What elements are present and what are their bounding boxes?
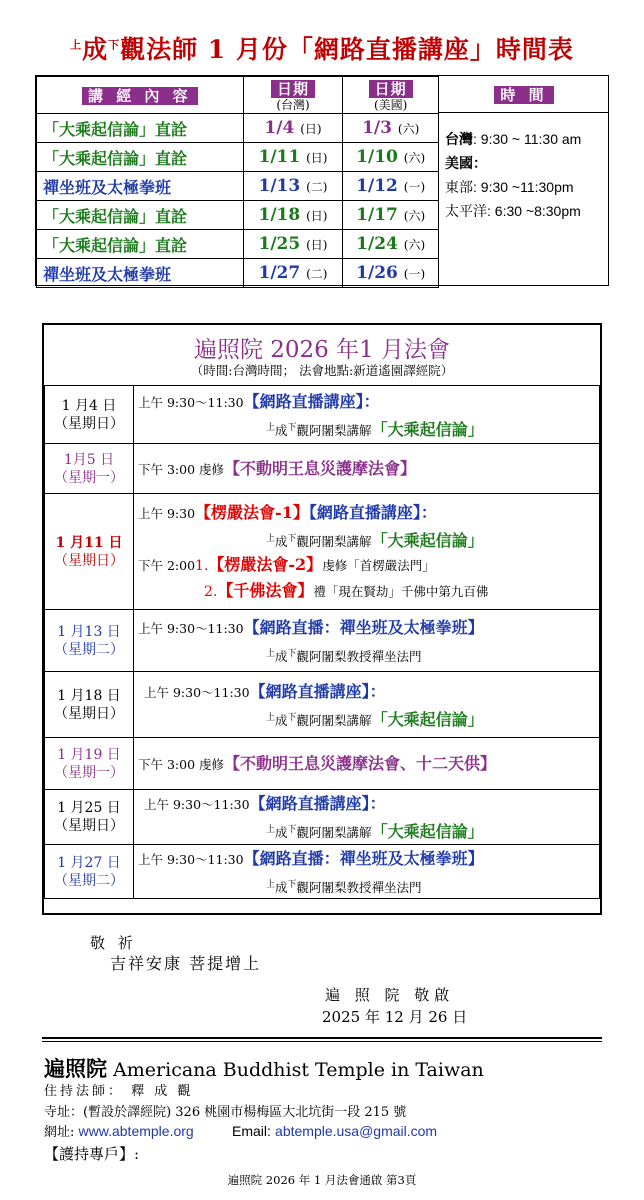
time-details: 台灣: 9:30 ~ 11:30 am 美國： 東部: 9:30 ~11:30pm 太平洋: 6:30 ~8:30pm: [445, 131, 582, 220]
event-row: [45, 386, 600, 444]
page-title: [0, 30, 644, 66]
us-date-cell: 1/17 (六): [343, 201, 439, 230]
closing-line-2: 吉祥安康 菩提增上: [110, 954, 262, 973]
tw-date-cell: 1/27 (二): [243, 259, 343, 288]
event-content: 上午 9:30【楞嚴法會-1】【網路直播講座】： $^上$成$^下$觀阿闍梨講解「大乘起信論」 下午 2:001.【楞嚴法會-2】虔修「首楞嚴法門」 2.【千佛法會】禮「現在賢劫」千佛中第九百佛: [134, 494, 600, 610]
us-date-cell: 1/3 (六): [343, 114, 439, 143]
event-row: [45, 494, 600, 610]
signature: 遍 照 院 敬啟: [325, 986, 455, 1004]
title-superscript-1: 上: [70, 38, 83, 52]
col-time-header: 時 間: [439, 76, 609, 113]
event-row: [45, 444, 600, 494]
event-date: 1 月19 日 （星期一）: [45, 738, 134, 790]
events-subtitle: （時間:台灣時間； 法會地點:新道遙園譯經院）: [190, 363, 454, 378]
title-main: 觀法師 1 月份「網路直播講座」時間表: [120, 35, 574, 64]
schedule-row: [37, 201, 439, 230]
title-pre: 成: [82, 35, 109, 64]
tw-date-cell: 1/25 (日): [243, 230, 343, 259]
event-date: 1 月13 日 （星期二）: [45, 610, 134, 672]
time-column: [439, 76, 609, 284]
event-content: 下午 3:00 虔修【不動明王息災護摩法會】: [134, 444, 600, 494]
us-date-cell: 1/10 (六): [343, 143, 439, 172]
topic-cell: 禪坐班及太極拳班: [37, 259, 244, 288]
web-line: 網址: www.abtemple.org Email: abtemple.usa@gmail.com: [44, 1123, 438, 1140]
topic-cell: 禪坐班及太極拳班: [37, 172, 244, 201]
schedule-row: [37, 143, 439, 172]
tw-date-cell: 1/18 (日): [243, 201, 343, 230]
event-content: 下午 3:00 虔修【不動明王息災護摩法會、十二天供】: [134, 738, 600, 790]
us-date-cell: 1/24 (六): [343, 230, 439, 259]
events-table: [44, 385, 600, 899]
divider: [42, 1037, 602, 1039]
schedule-row: [37, 259, 439, 288]
events-box: [42, 323, 602, 915]
tw-date-cell: 1/4 (日): [243, 114, 343, 143]
schedule-row: [37, 172, 439, 201]
us-date-cell: 1/26 (一): [343, 259, 439, 288]
event-content: 上午 9:30～11:30【網路直播講座】： $^上$成$^下$觀阿闍梨講解「大乘起信論」: [134, 672, 600, 738]
page-footer: 遍照院 2026 年 1 月法會通啟 第3頁: [227, 1173, 417, 1187]
topic-cell: 「大乘起信論」直詮: [37, 143, 244, 172]
event-content: 上午 9:30～11:30【網路直播：禪坐班及太極拳班】 $^上$成$^下$觀阿闍梨教授禪坐法門: [134, 845, 600, 899]
event-date: 1 月27 日 （星期二）: [45, 845, 134, 899]
event-date: 1 月25 日 （星期日）: [45, 790, 134, 845]
topic-cell: 「大乘起信論」直詮: [37, 230, 244, 259]
closing-line-1: 敬 祈: [90, 934, 137, 952]
topic-cell: 「大乘起信論」直詮: [37, 201, 244, 230]
col-tw-date-header: 日期 (台灣): [243, 77, 343, 114]
divider: [42, 1041, 602, 1042]
schedule-row: [37, 114, 439, 143]
event-row: [45, 738, 600, 790]
event-row: [45, 672, 600, 738]
signature-date: 2025 年 12 月 26 日: [322, 1008, 468, 1026]
event-row: [45, 610, 600, 672]
title-superscript-2: 下: [108, 38, 121, 52]
events-title: 遍照院 2026 年1 月法會: [193, 337, 451, 363]
tw-date-cell: 1/11 (日): [243, 143, 343, 172]
address-line: 寺址：(暫設於譯經院) 326 桃園市楊梅區大北坑街一段 215 號: [44, 1105, 407, 1120]
event-date: 1 月11 日 （星期日）: [45, 494, 134, 610]
support-account: 【護持專戶】:: [44, 1145, 140, 1163]
event-date: 1 月18 日 （星期日）: [45, 672, 134, 738]
abbot-line: 住持法師： 釋 成 觀: [44, 1084, 194, 1099]
us-date-cell: 1/12 (一): [343, 172, 439, 201]
col-topic-header: 講 經 內 容: [37, 77, 244, 114]
org-name: 遍照院 Americana Buddhist Temple in Taiwan: [44, 1056, 484, 1081]
event-date: 1月5 日 （星期一）: [45, 444, 134, 494]
schedule-table: [35, 75, 609, 286]
event-content: 上午 9:30～11:30【網路直播：禪坐班及太極拳班】 $^上$成$^下$觀阿闍梨教授禪坐法門: [134, 610, 600, 672]
event-row: [45, 845, 600, 899]
event-row: [45, 790, 600, 845]
event-content: 上午 9:30～11:30【網路直播講座】： $^上$成$^下$觀阿闍梨講解「大乘起信論」: [134, 790, 600, 845]
event-content: 上午 9:30～11:30【網路直播講座】： $^上$成$^下$觀阿闍梨講解「大乘起信論」: [134, 386, 600, 444]
email-link[interactable]: abtemple.usa@gmail.com: [275, 1123, 438, 1139]
website-link[interactable]: www.abtemple.org: [78, 1123, 194, 1139]
col-us-date-header: 日期 (美國): [343, 77, 439, 114]
topic-cell: 「大乘起信論」直詮: [37, 114, 244, 143]
tw-date-cell: 1/13 (二): [243, 172, 343, 201]
schedule-row: [37, 230, 439, 259]
event-date: 1 月4 日 （星期日）: [45, 386, 134, 444]
